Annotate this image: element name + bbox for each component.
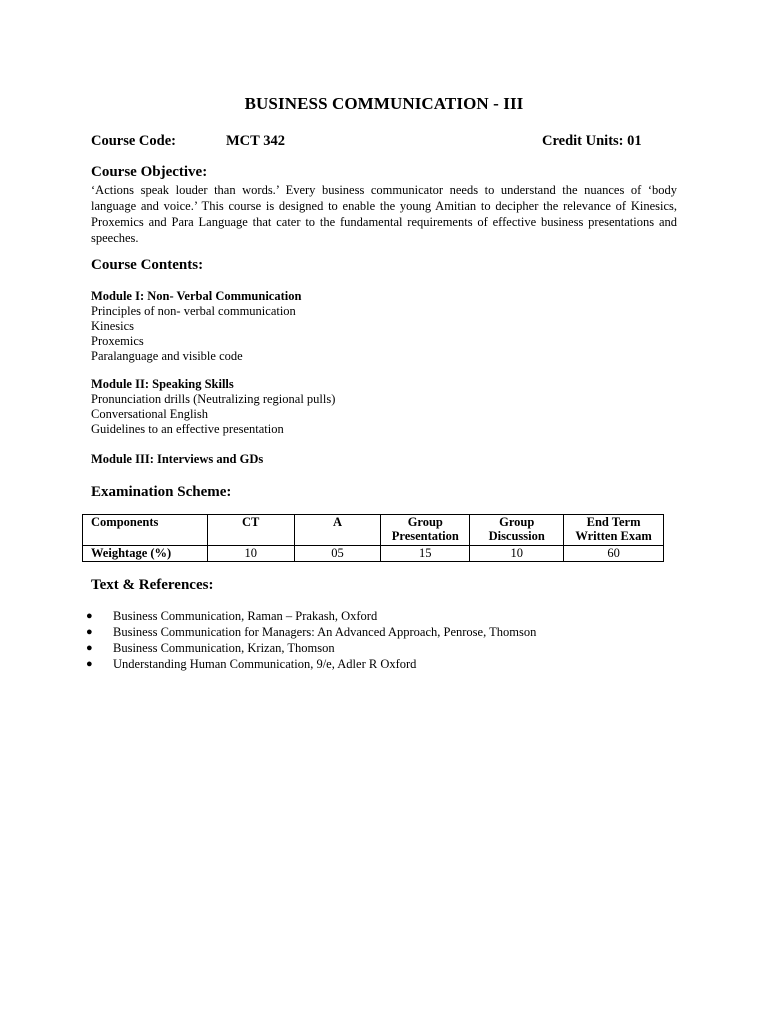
value-cell: 10 — [207, 546, 294, 562]
module-title: Module III: Interviews and GDs — [91, 452, 264, 466]
module-title: Module II: Speaking Skills — [91, 377, 234, 391]
module-item: Kinesics — [91, 319, 135, 333]
module-item: Conversational English — [91, 407, 208, 421]
reference-text: Understanding Human Communication, 9/e, Adler R Oxford — [113, 657, 417, 671]
document-title: BUSINESS COMMUNICATION - III — [244, 94, 524, 113]
reference-text: Business Communication, Krizan, Thomson — [113, 641, 335, 655]
list-item — [86, 624, 536, 640]
header-cell: CT — [207, 515, 294, 546]
bullet-icon: ● — [86, 610, 93, 622]
header-cell: A — [294, 515, 381, 546]
header-cell: Group Presentation — [381, 515, 470, 546]
row-label: Weightage (%) — [83, 546, 208, 562]
bullet-icon: ● — [86, 658, 93, 670]
module-item: Principles of non- verbal communication — [91, 304, 296, 318]
module-item: Paralanguage and visible code — [91, 349, 243, 363]
value-cell: 15 — [381, 546, 470, 562]
objective-text: ‘Actions speak louder than words.’ Every business communicator needs to understand the nuances of ‘body language and voice.’ This course is designed to enable the young Amitian to decipher the relevance of Kinesics, Proxemics and Para Language that cater to the fundamental requirements of effective business presentations and speeches. — [91, 183, 677, 245]
list-item — [86, 656, 536, 672]
value-cell: 10 — [470, 546, 564, 562]
header-cell: End Term Written Exam — [564, 515, 664, 546]
module-item: Pronunciation drills (Neutralizing regional pulls) — [91, 392, 336, 406]
exam-heading: Examination Scheme: — [91, 484, 232, 500]
contents-heading: Course Contents: — [91, 257, 204, 273]
credit-units: Credit Units: 01 — [542, 133, 642, 149]
module-2 — [91, 377, 335, 437]
value-cell: 05 — [294, 546, 381, 562]
table-header-row — [83, 515, 664, 546]
course-code-value: MCT 342 — [226, 133, 285, 149]
exam-scheme-table — [82, 514, 664, 562]
objective-heading: Course Objective: — [91, 164, 208, 180]
course-code-label: Course Code: — [91, 133, 176, 149]
list-item — [86, 640, 536, 656]
module-item: Guidelines to an effective presentation — [91, 422, 284, 436]
module-item: Proxemics — [91, 334, 144, 348]
references-list — [86, 608, 536, 672]
module-3 — [91, 452, 263, 467]
table-row — [83, 546, 664, 562]
reference-text: Business Communication, Raman – Prakash, Oxford — [113, 609, 378, 623]
list-item — [86, 608, 536, 624]
module-1 — [91, 289, 301, 364]
references-heading: Text & References: — [91, 577, 214, 593]
course-code-row — [91, 133, 661, 153]
module-title: Module I: Non- Verbal Communication — [91, 289, 302, 303]
reference-text: Business Communication for Managers: An Advanced Approach, Penrose, Thomson — [113, 625, 537, 639]
value-cell: 60 — [564, 546, 664, 562]
header-cell: Components — [83, 515, 208, 546]
bullet-icon: ● — [86, 642, 93, 654]
bullet-icon: ● — [86, 626, 93, 638]
header-cell: Group Discussion — [470, 515, 564, 546]
